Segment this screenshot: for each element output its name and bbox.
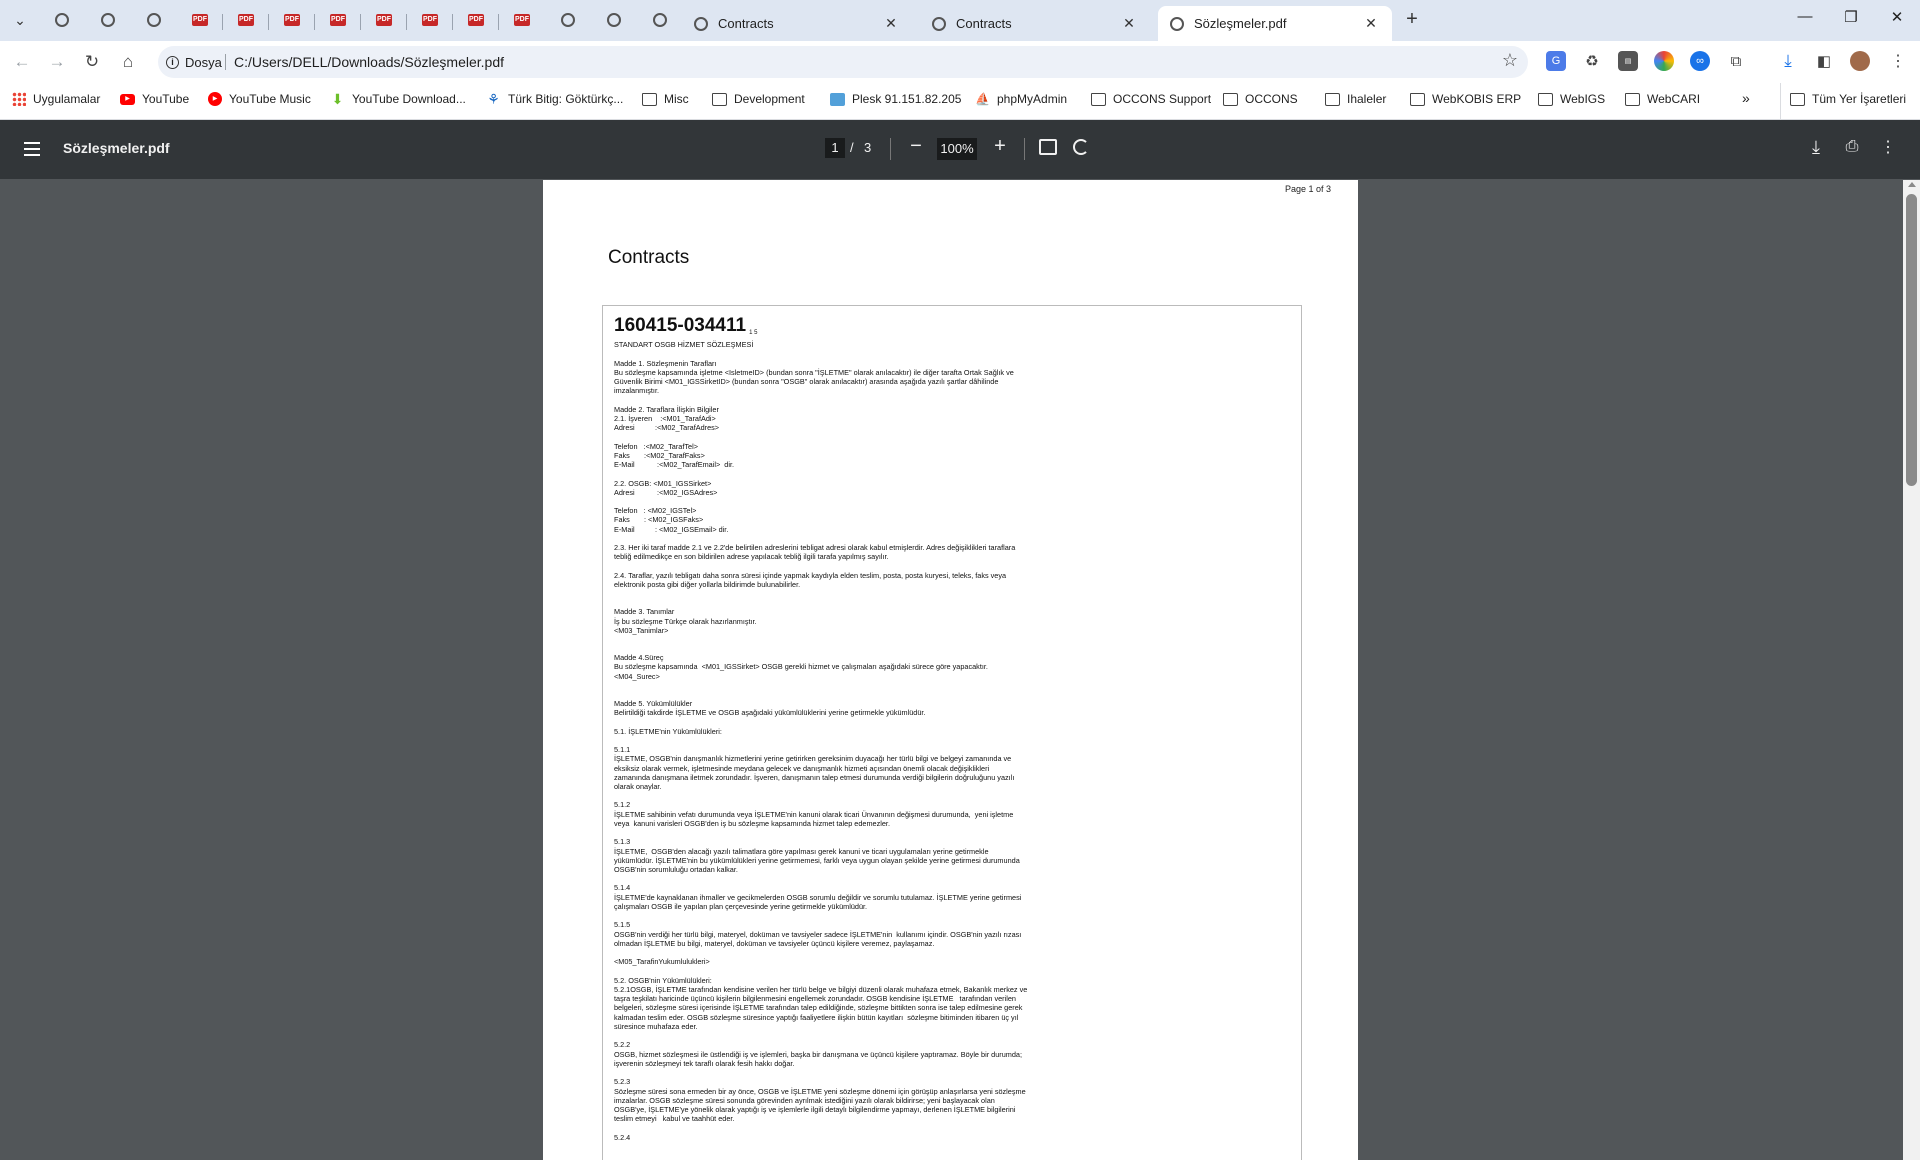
tab-separator <box>406 14 407 30</box>
globe-icon <box>607 13 621 27</box>
youtube-music-icon: ▶ <box>208 92 222 106</box>
tab-search-icon[interactable]: ⌄ <box>14 11 26 28</box>
download-arrow-icon: ⬇ <box>331 90 344 107</box>
folder-icon <box>712 93 727 106</box>
doc-line: Faks : <M02_IGSFaks> <box>614 515 704 525</box>
all-bookmarks-label: Tüm Yer İşaretleri <box>1812 92 1907 106</box>
bookmark-development[interactable] <box>712 92 805 106</box>
bookmark-label: YouTube Download... <box>352 92 466 106</box>
bookmarks-bar <box>0 83 1920 120</box>
bookmark-webkobis-erp[interactable] <box>1410 92 1521 106</box>
doc-line: Belirtildiği takdirde İŞLETME ve OSGB aşağıdaki yükümlülüklerini yerine getirmekle yükümlüdür. <box>614 708 926 718</box>
contract-text <box>614 314 1064 1142</box>
folder-icon <box>1223 93 1238 106</box>
doc-line: Madde 5. Yükümlülükler <box>614 699 693 709</box>
doc-line <box>614 433 1064 442</box>
doc-line: 5.1.4 <box>614 883 631 893</box>
document-heading: Contracts <box>608 247 690 268</box>
bookmark-label: Türk Bitig: Göktürkç... <box>508 92 624 106</box>
doc-line: 5.1.2 <box>614 800 631 810</box>
doc-line: belgeleri, sözleşme süresi içerisinde İŞLETME tarafından talep edildiğinde, sözleşme bittikten sonra ise talep edilmesine gerek <box>614 1003 1023 1013</box>
bookmark-label: Plesk 91.151.82.205 <box>852 92 962 106</box>
doc-line <box>614 1124 1064 1133</box>
pinned-tab[interactable] <box>278 8 306 32</box>
pdf-tab-icon: PDF <box>468 14 484 26</box>
doc-line <box>614 828 1064 837</box>
bookmark-webigs[interactable] <box>1538 92 1605 106</box>
print-button[interactable]: ⎙ <box>1845 138 1859 155</box>
globe-icon <box>653 13 667 27</box>
doc-line <box>614 396 1064 405</box>
bookmark-label: Misc <box>664 92 689 106</box>
doc-line <box>614 911 1064 920</box>
pinned-tab[interactable] <box>462 8 490 32</box>
doc-line <box>614 350 1064 359</box>
doc-line: 5.2.4 <box>614 1132 631 1142</box>
doc-line: 2.1. İşveren :<M01_TarafAdi> <box>614 414 716 424</box>
doc-line: 2.4. Taraflar, yazılı tebligatı daha sonra süresi içinde yapmak kaydıyla elden teslim, posta, posta kuryesi, teleks, faks veya <box>614 570 1007 580</box>
pinned-tab[interactable] <box>416 8 444 32</box>
pinned-tab[interactable] <box>600 8 628 32</box>
globe-icon <box>694 17 708 31</box>
doc-line <box>614 598 1064 607</box>
doc-line: tebliğ edilmedikçe en son bildirilen adrese yapılacak tebliğ ilgili tarafa yapılmış sayılır. <box>614 552 889 562</box>
doc-line <box>614 562 1064 571</box>
bookmark-youtube-download[interactable] <box>330 92 466 106</box>
counter-extension-icon[interactable]: ▤ <box>1618 51 1638 71</box>
toolbar-divider <box>890 138 891 160</box>
doc-line: E-Mail : <M02_IGSEmail> dir. <box>614 524 729 534</box>
doc-line <box>614 948 1064 957</box>
doc-line: Madde 4.Süreç <box>614 653 664 663</box>
pinned-tab[interactable] <box>48 8 76 32</box>
pdf-toolbar <box>0 120 1920 179</box>
doc-line: 5.2.2 <box>614 1040 631 1050</box>
zoom-out-button[interactable]: − <box>910 135 922 157</box>
tab-separator <box>222 14 223 30</box>
doc-line: Madde 1. Sözleşmenin Tarafları <box>614 358 717 368</box>
globe-icon <box>147 13 161 27</box>
doc-line: <M04_Surec> <box>614 671 660 681</box>
translate-extension-icon[interactable]: G <box>1546 51 1566 71</box>
pdf-tab-icon: PDF <box>330 14 346 26</box>
doc-line: olarak onaylar. <box>614 782 662 792</box>
tab-separator <box>360 14 361 30</box>
doc-line: İŞLETME'de kaynaklanan ihmaller ve gecikmelerden OSGB sorumlu değildir ve sorumlu tutulamaz. İŞLETME yerine getirmesi <box>614 892 1022 902</box>
contract-frame <box>602 305 1302 1160</box>
pdf-tab-icon: PDF <box>238 14 254 26</box>
profile-avatar[interactable] <box>1850 51 1870 71</box>
chip-divider <box>225 54 226 70</box>
doc-line: Telefon : <M02_IGSTel> <box>614 506 697 516</box>
doc-line: OSGB'nin verdiği her türlü bilgi, materyel, doküman ve tavsiyeler sadece İŞLETME'nin kullanımı içindir. OSGB'nin yazılı rızası <box>614 929 1022 939</box>
doc-line: imzalanmıştır. <box>614 386 660 396</box>
folder-icon <box>1325 93 1340 106</box>
doc-line: Faks :<M02_TarafFaks> <box>614 450 705 460</box>
doc-line: Adresi :<M02_TarafAdres> <box>614 423 720 433</box>
doc-line: 5.2. OSGB'nin Yükümlülükleri: <box>614 975 712 985</box>
pinned-tab[interactable] <box>508 8 536 32</box>
doc-line: OSGB, hizmet sözleşmesi ile üstlendiği iş ve işlemleri, başka bir danışmana ve üçüncü kişilere yaptıramaz. Böyle bir durumda; <box>614 1049 1022 1059</box>
doc-line: Telefon :<M02_TarafTel> <box>614 441 698 451</box>
folder-icon <box>1538 93 1553 106</box>
doc-line <box>614 791 1064 800</box>
page-separator: / <box>850 140 854 155</box>
pdf-tab-icon: PDF <box>514 14 530 26</box>
globe-icon <box>55 13 69 27</box>
doc-line: yükümlüdür. İŞLETME'nin bu yükümlülükleri yerine getirmemesi, farklı veya uygun olayan şekilde yerine getirmesi durumunda <box>614 855 1020 865</box>
bookmark-phpmyadmin[interactable] <box>975 92 1067 106</box>
youtube-icon: ▶ <box>120 94 135 105</box>
doc-line: <M03_Tanimlar> <box>614 625 669 635</box>
doc-line: 5.2.3 <box>614 1077 631 1087</box>
doc-line: Madde 2. Taraflara İlişkin Bilgiler <box>614 404 719 414</box>
doc-line: teslim etmeyi kabul ve taahhüt eder. <box>614 1114 735 1124</box>
pinned-tab[interactable] <box>140 8 168 32</box>
bookmark-misc[interactable] <box>642 92 689 106</box>
home-button[interactable]: ⌂ <box>122 52 134 71</box>
bookmark-label: Development <box>734 92 805 106</box>
bookmark-label: Ihaleler <box>1347 92 1387 106</box>
new-tab-button[interactable]: + <box>1406 8 1418 30</box>
doc-line: 5.1.3 <box>614 837 631 847</box>
reload-button[interactable]: ↻ <box>84 52 100 71</box>
doc-line: 2.3. Her iki taraf madde 2.1 ve 2.2'de belirtilen adreslerini tebligat adresi olarak kabul etmişlerdir. Adres değişiklikleri taraflara <box>614 543 1016 553</box>
rotate-button[interactable] <box>1070 136 1092 158</box>
pdf-tab-icon: PDF <box>284 14 300 26</box>
tab-separator <box>452 14 453 30</box>
zoom-input[interactable]: 100% <box>937 138 977 160</box>
bookmark-label: Uygulamalar <box>33 92 101 106</box>
toolbar-divider <box>1024 138 1025 160</box>
apps-icon <box>12 92 26 106</box>
phpmyadmin-icon: ⛵ <box>975 91 990 106</box>
bookmark-label: OCCONS Support <box>1113 92 1212 106</box>
doc-line: İş bu sözleşme Türkçe olarak hazırlanmıştır. <box>614 616 757 626</box>
more-actions-icon[interactable]: ⋮ <box>1880 139 1896 156</box>
tab-title: Sözleşmeler.pdf <box>1194 16 1287 31</box>
restore-button[interactable]: ❐ <box>1844 9 1858 26</box>
plesk-icon <box>830 93 845 106</box>
doc-line: elektronik posta gibi diğer yollarla bildirimde bulunabilirler. <box>614 579 801 589</box>
download-button[interactable]: ⤓ <box>1812 136 1820 157</box>
doc-line <box>614 589 1064 598</box>
loop-extension-icon[interactable]: ∞ <box>1690 51 1710 71</box>
folder-icon <box>1625 93 1640 106</box>
pdf-page <box>543 180 1358 1160</box>
folder-icon <box>642 93 657 106</box>
globe-icon <box>932 17 946 31</box>
close-tab-icon[interactable]: ✕ <box>1365 15 1377 31</box>
doc-line <box>614 497 1064 506</box>
doc-line: taşra teşkilatı haricinde üçüncü kişilerin bilgilenmesini engellemek zorundadır. OSGB kendisine İŞLETME tarafından verilen <box>614 994 1016 1004</box>
tab-strip <box>0 0 1920 41</box>
doc-line: Bu sözleşme kapsamında işletme <IsletmeID> (bundan sonra "İŞLETME" olarak anılacaktır) ile diğer tarafta Ortak Sağlık ve <box>614 367 1014 377</box>
side-panel-icon[interactable]: ◧ <box>1816 53 1832 70</box>
pinned-tab[interactable] <box>232 8 260 32</box>
doc-line: Madde 3. Tanımlar <box>614 607 675 617</box>
scroll-up-arrow[interactable] <box>1908 182 1916 187</box>
doc-line <box>614 690 1064 699</box>
bookmark-uygulamalar[interactable] <box>12 92 100 106</box>
browser-tab[interactable] <box>1158 6 1392 41</box>
browser-tab[interactable] <box>682 6 912 41</box>
bookmark-youtube-music[interactable] <box>208 92 311 106</box>
doc-line: Güvenlik Birimi <M01_IGSSirketID> (bundan sonra "OSGB" olarak anılacaktır) arasında aşağıda yazılı şartlar dâhilinde <box>614 377 999 387</box>
bookmark-label: YouTube <box>142 92 190 106</box>
doc-line: çalışmaları OSGB ile yapılan plan çerçevesinde yerine getirmekle yükümlüdür. <box>614 902 868 912</box>
bookmark-t-rk-bitig-g-kt-rk[interactable] <box>486 92 623 106</box>
turk-bitig-icon: ⚘ <box>487 90 500 107</box>
doc-line: 5.2.1OSGB, İŞLETME tarafından kendisine verilen her türlü belge ve bilgiyi düzenli olarak muhafaza etmek, Bakanlık merkez ve <box>614 984 1028 994</box>
doc-line: Sözleşme süresi sona ermeden bir ay önce, OSGB ve İŞLETME yeni sözleşme dönemi için görüşüp anlaşırlarsa yeni sözleşme <box>614 1086 1026 1096</box>
browser-toolbar <box>0 41 1920 83</box>
doc-line <box>614 736 1064 745</box>
doc-line: eksiksiz olarak vermek, işletmesinde meydana gelecek ve danışmanlık hizmeti açısından önemli olacak değişiklikleri <box>614 763 990 773</box>
pdf-tab-icon: PDF <box>376 14 392 26</box>
extensions-puzzle-icon[interactable]: ⧉ <box>1730 52 1742 70</box>
color-picker-extension-icon[interactable] <box>1654 51 1674 71</box>
doc-line: 2.2. OSGB: <M01_IGSSirket> <box>614 478 712 488</box>
bookmark-ihaleler[interactable] <box>1325 92 1386 106</box>
tab-separator <box>314 14 315 30</box>
doc-line: <M05_TarafinYukumlulukleri> <box>614 957 710 967</box>
doc-line: Adresi :<M02_IGSAdres> <box>614 487 718 497</box>
doc-line <box>614 534 1064 543</box>
doc-line: İŞLETME sahibinin vefatı durumunda veya İŞLETME'nin kanuni olarak ticari Ünvanının değişmesi durumunda, yeni işletme <box>614 809 1014 819</box>
doc-line <box>614 470 1064 479</box>
pdf-scrollbar[interactable] <box>1903 180 1920 1160</box>
fit-page-icon <box>1039 139 1057 155</box>
total-pages: 3 <box>864 140 872 155</box>
tab-separator <box>268 14 269 30</box>
site-info-chip[interactable] <box>166 51 222 73</box>
page-header-label: Page 1 of 3 <box>1284 184 1331 194</box>
close-tab-icon[interactable]: ✕ <box>1123 15 1135 31</box>
doc-line: STANDART OSGB HİZMET SÖZLEŞMESİ <box>614 340 754 350</box>
globe-icon <box>101 13 115 27</box>
scheme-label: Dosya <box>185 54 222 70</box>
browser-tab[interactable] <box>920 6 1150 41</box>
bookmark-label: WebCARI <box>1647 92 1701 106</box>
bookmark-label: YouTube Music <box>229 92 311 106</box>
doc-line: imzalarlar. OSGB sözleşme süresi sonunda görevinden ayrılmak istediğini yazılı olarak bildirirse; yeni başlayacak olan <box>614 1095 995 1105</box>
downloads-icon[interactable]: ⤓ <box>1784 51 1792 70</box>
minimize-button[interactable]: — <box>1797 8 1813 25</box>
folder-icon <box>1410 93 1425 106</box>
pinned-tab[interactable] <box>186 8 214 32</box>
doc-line: 5.1.5 <box>614 920 631 930</box>
doc-line: olmadan İŞLETME bu bilgi, materyel, doküman ve tavsiyeler üçüncü kişilere veremez, paylaşamaz. <box>614 938 935 948</box>
pdf-tab-icon: PDF <box>422 14 438 26</box>
url-text[interactable]: C:/Users/DELL/Downloads/Sözleşmeler.pdf <box>234 54 505 70</box>
address-bar[interactable] <box>158 46 1528 78</box>
contract-number-line <box>614 314 1064 338</box>
bookmark-label: OCCONS <box>1245 92 1298 106</box>
doc-line <box>614 967 1064 976</box>
doc-line: 5.1.1 <box>614 744 631 754</box>
doc-line <box>614 874 1064 883</box>
doc-line <box>614 718 1064 727</box>
back-button[interactable]: ← <box>13 52 31 71</box>
globe-icon <box>561 13 575 27</box>
doc-line: İŞLETME, OSGB'den alacağı yazılı talimatlara göre yapılması gerek kanuni ve ticari uygulamaları yerine getirmekle <box>614 846 989 856</box>
doc-line <box>614 681 1064 690</box>
bookmark-label: WebKOBIS ERP <box>1432 92 1522 106</box>
close-tab-icon[interactable]: ✕ <box>885 15 897 31</box>
all-bookmarks-folder[interactable] <box>1790 92 1906 106</box>
close-window-button[interactable]: ✕ <box>1890 9 1904 26</box>
pinned-tab[interactable] <box>370 8 398 32</box>
doc-line: işverenin sözleşmeyi tek taraflı olarak fesih hakkı doğar. <box>614 1058 795 1068</box>
tab-title: Contracts <box>718 16 774 31</box>
rotate-icon <box>1073 139 1089 155</box>
doc-line: OSGB'nin sorumluluğu ortadan kalkar. <box>614 865 738 875</box>
bookmark-label: phpMyAdmin <box>997 92 1068 106</box>
bookmark-webcari[interactable] <box>1625 92 1700 106</box>
doc-line <box>614 1031 1064 1040</box>
pinned-tab[interactable] <box>324 8 352 32</box>
contract-number-suffix: 1 5 <box>749 330 758 336</box>
doc-line: OSGB'ye, İŞLETME'ye yönelik olarak yaptığı iş ve işlemlerle ilgili detaylı bilgilendirme yapmayı, derlenen İŞLETME bilgilerini <box>614 1105 1016 1115</box>
fit-page-button[interactable] <box>1037 136 1059 158</box>
pinned-tab[interactable] <box>646 8 674 32</box>
pinned-tab[interactable] <box>554 8 582 32</box>
bookmark-star-icon[interactable]: ☆ <box>1501 50 1518 70</box>
tab-title: Contracts <box>956 16 1012 31</box>
doc-line: Bu sözleşme kapsamında <M01_IGSSirket> OSGB gerekli hizmet ve çalışmaları aşağıdaki sürece göre yapacaktır. <box>614 662 988 672</box>
folder-icon <box>1091 93 1106 106</box>
pinned-tab[interactable] <box>94 8 122 32</box>
chrome-menu-icon[interactable]: ⋮ <box>1890 53 1906 70</box>
doc-line <box>614 635 1064 644</box>
info-icon: i <box>166 56 179 69</box>
doc-line <box>614 644 1064 653</box>
scrollbar-thumb[interactable] <box>1906 194 1917 486</box>
contract-number: 160415-034411 <box>614 315 747 336</box>
forward-button[interactable]: → <box>48 52 66 71</box>
doc-line: veya kanuni varisleri OSGB'den iş bu sözleşme kapsamında hizmet talep edemezler. <box>614 818 890 828</box>
doc-line <box>614 1068 1064 1077</box>
bookmarks-overflow-button[interactable]: » <box>1742 90 1750 106</box>
tab-separator <box>498 14 499 30</box>
doc-line: E-Mail :<M02_TarafEmail> dir. <box>614 460 735 470</box>
bookmark-occons[interactable] <box>1223 92 1298 106</box>
doc-line: 5.1. İŞLETME'nin Yükümlülükleri: <box>614 726 722 736</box>
zoom-in-button[interactable]: + <box>994 135 1006 157</box>
bookmark-occons-support[interactable] <box>1091 92 1211 106</box>
doc-line: kalmadan teslim eder. OSGB sözleşme süresince yaptığı faaliyetlere ilişkin bütün kayıtları sözleşme bitiminden itibaren üç yıl <box>614 1012 1019 1022</box>
doc-line: süresince muhafaza eder. <box>614 1022 698 1032</box>
doc-line: İŞLETME, OSGB'nin danışmanlık hizmetlerini yerine getirirken gereksinim duyacağı her türlü bilgi ve belgeyi zamanında ve <box>614 754 1012 764</box>
menu-icon[interactable] <box>24 142 40 160</box>
globe-icon <box>1170 17 1184 31</box>
page-number-input[interactable]: 1 <box>825 138 845 158</box>
doc-line: zamanında danışmana iletmek zorundadır. İşveren, danışmanın talep etmesi durumunda verdiği bilgilerin doğruluğunu yazılı <box>614 772 1015 782</box>
bookmark-plesk-91-151-82-205[interactable] <box>830 92 961 106</box>
pdf-filename: Sözleşmeler.pdf <box>63 140 170 156</box>
pdf-tab-icon: PDF <box>192 14 208 26</box>
folder-icon <box>1790 93 1805 106</box>
recycle-extension-icon[interactable]: ♻ <box>1585 53 1599 70</box>
bookmark-youtube[interactable] <box>120 92 189 106</box>
bookmark-label: WebIGS <box>1560 92 1606 106</box>
